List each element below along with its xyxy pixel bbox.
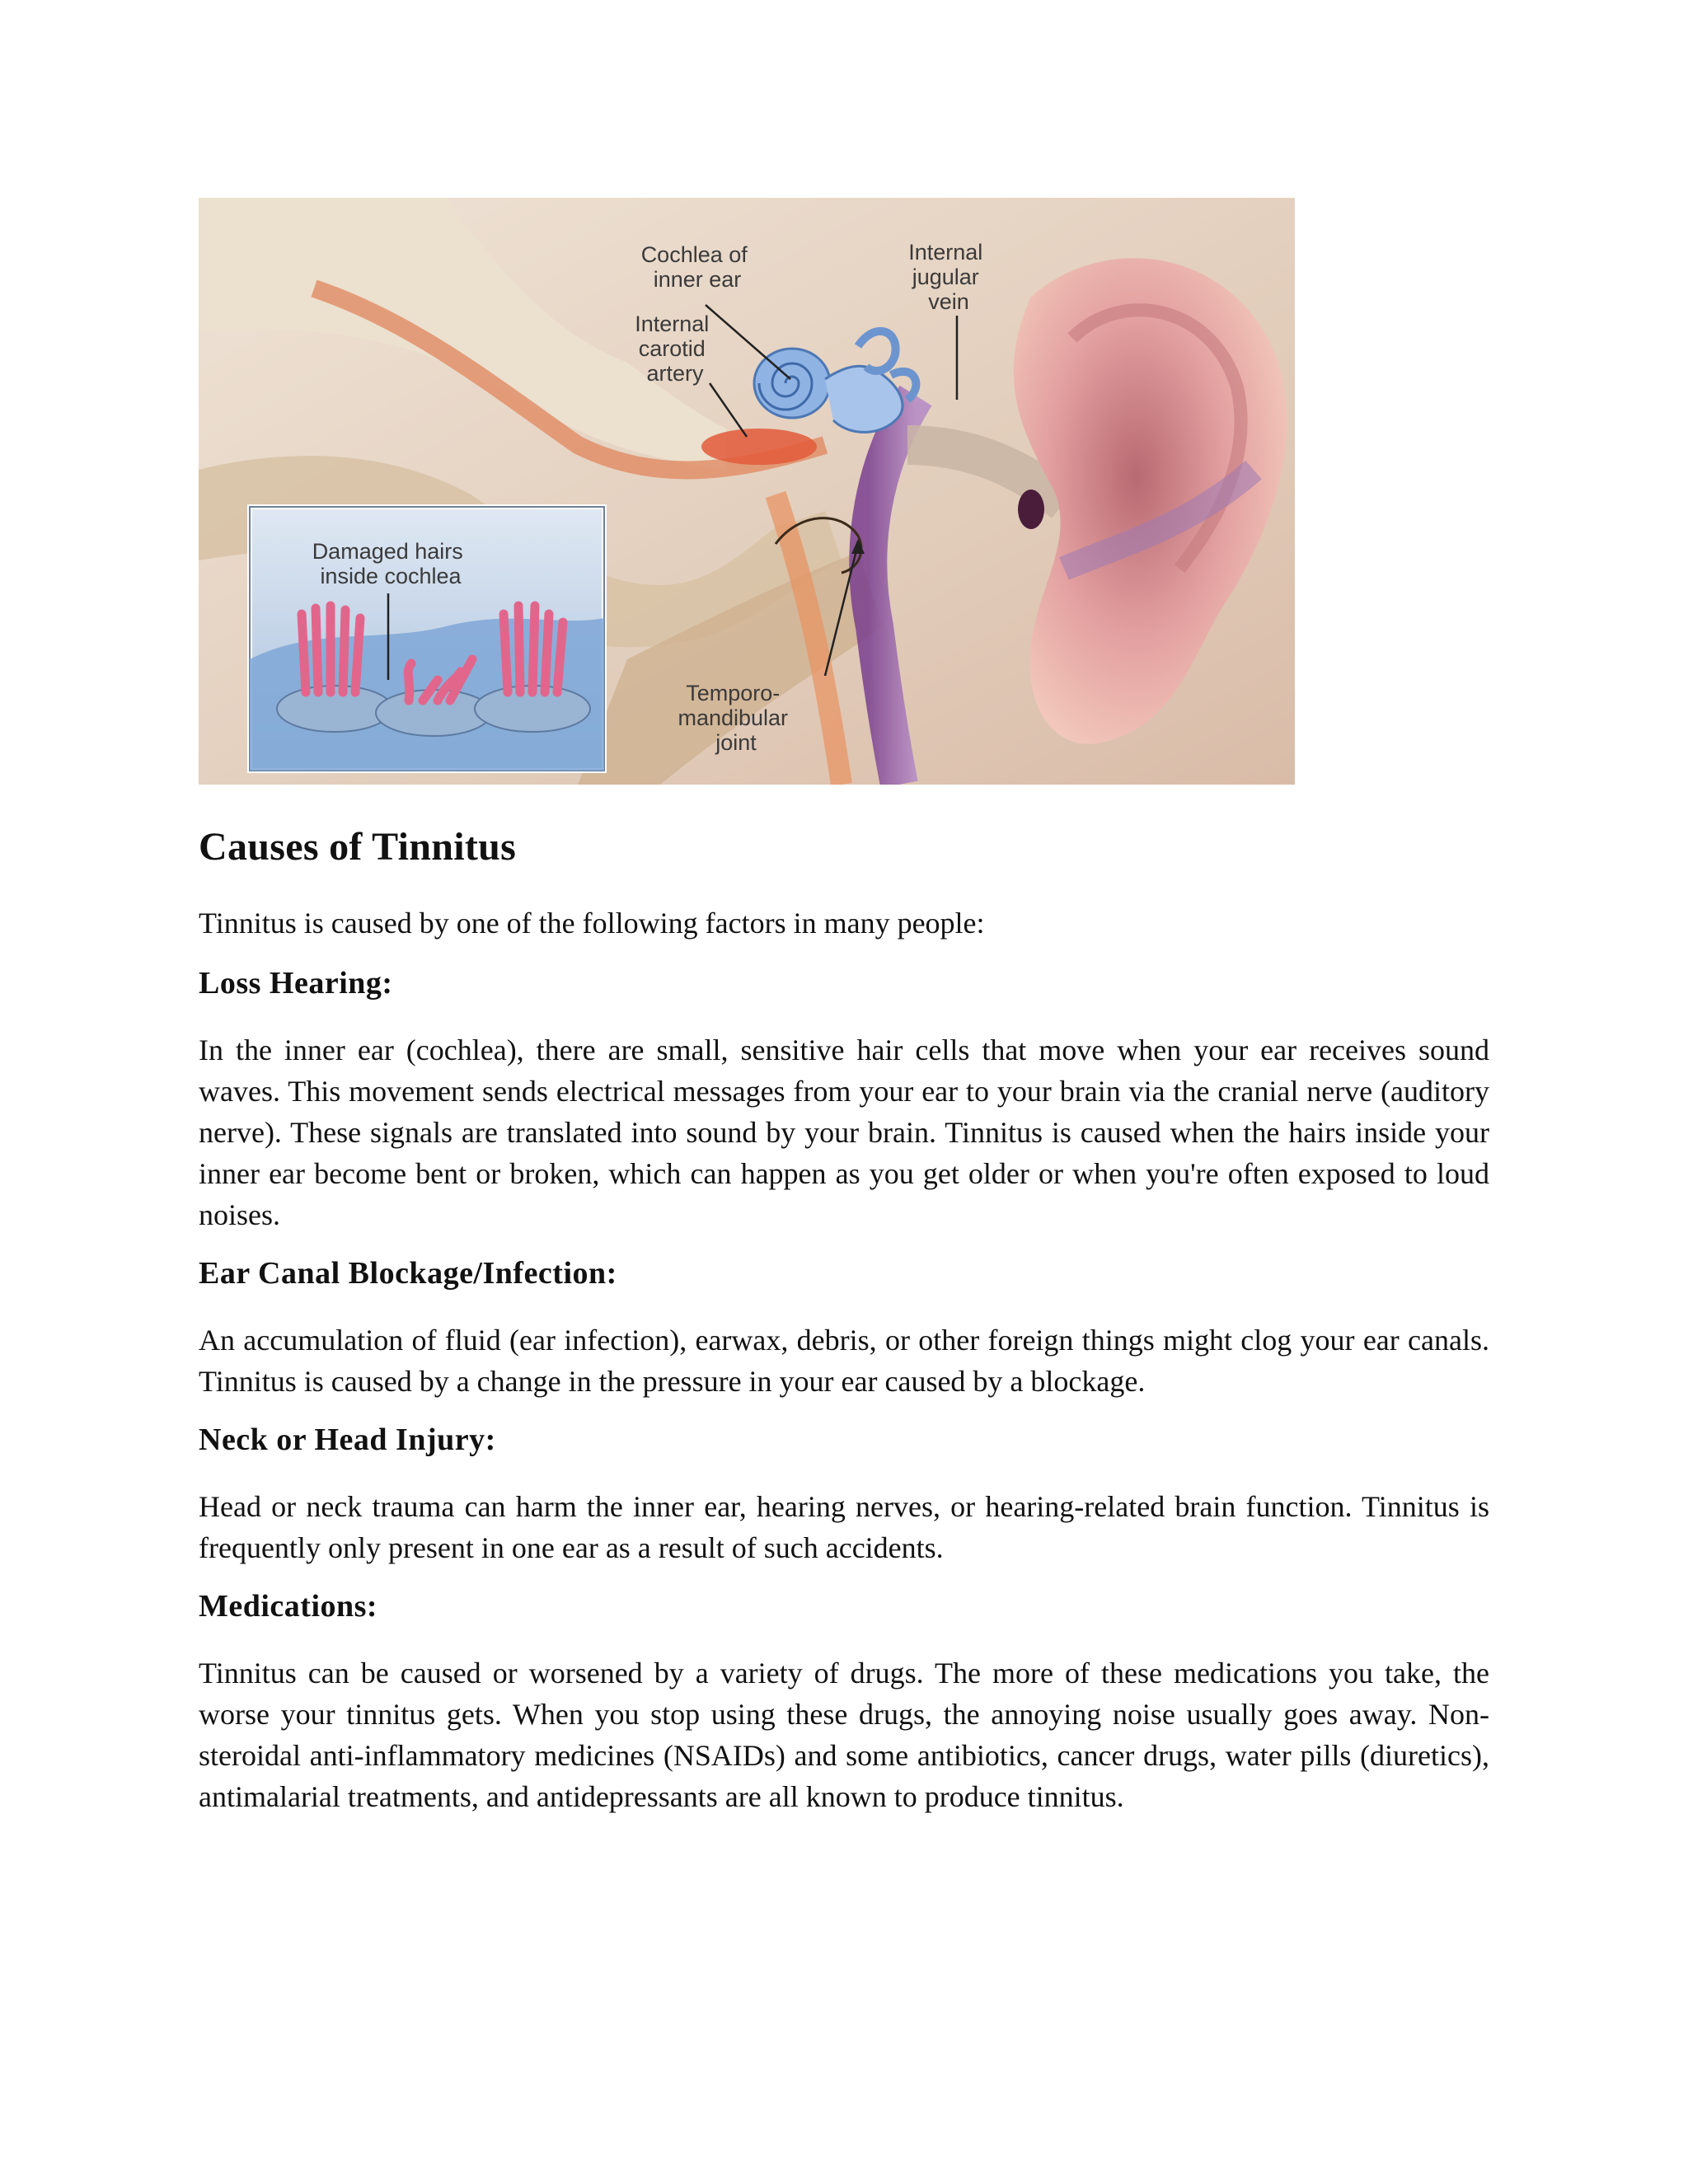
section-heading-loss-hearing: Loss Hearing:	[199, 966, 393, 1001]
section-body-ear-canal-blockage: An accumulation of fluid (ear infection), earwax, debris, or other foreign things might clog your ear canals. Tinnitus is caused by a change in the pressure in your ear caused by a blockage.	[199, 1324, 1489, 1398]
label-carotid-artery: Internal carotid artery	[635, 312, 710, 386]
document-content	[199, 820, 1489, 1834]
intro-paragraph: Tinnitus is caused by one of the following factors in many people:	[199, 907, 985, 940]
section-heading-ear-canal-blockage: Ear Canal Blockage/Infection:	[199, 1256, 617, 1291]
section-heading-neck-head-injury: Neck or Head Injury:	[199, 1422, 496, 1457]
section-body-medications: Tinnitus can be caused or worsened by a variety of drugs. The more of these medications you take, the worse your tinnitus gets. When you stop using these drugs, the annoying noise usually goes away. Non-steroidal anti-inflammatory medicines (NSAIDs) and some antibiotics, cancer drugs, water pills (diuretics), antimalarial treatments, and antidepressants are all known to produce tinnitus.	[199, 1657, 1489, 1813]
section-heading-medications: Medications:	[199, 1589, 378, 1624]
label-jugular-vein: Internal jugular vein	[908, 240, 983, 314]
page-title: Causes of Tinnitus	[199, 825, 517, 869]
label-damaged-hairs: Damaged hairs inside cochlea	[312, 539, 463, 588]
section-body-loss-hearing: In the inner ear (cochlea), there are small, sensitive hair cells that move when your ear receives sound waves. This movement sends electrical messages from your ear to your brain via the cranial nerve (auditory nerve). These signals are translated into sound by your brain. Tinnitus is caused when the hairs inside your inner ear become bent or broken, which can happen as you get older or when you're often exposed to loud noises.	[199, 1033, 1489, 1231]
label-tmj: Temporo- mandibular joint	[678, 681, 789, 755]
section-body-neck-head-injury: Head or neck trauma can harm the inner ear, hearing nerves, or hearing-related brain function. Tinnitus is frequently only present in one ear as a result of such accidents.	[199, 1490, 1489, 1564]
ear-anatomy-illustration	[199, 198, 1295, 785]
label-cochlea: Cochlea of inner ear	[640, 242, 748, 292]
